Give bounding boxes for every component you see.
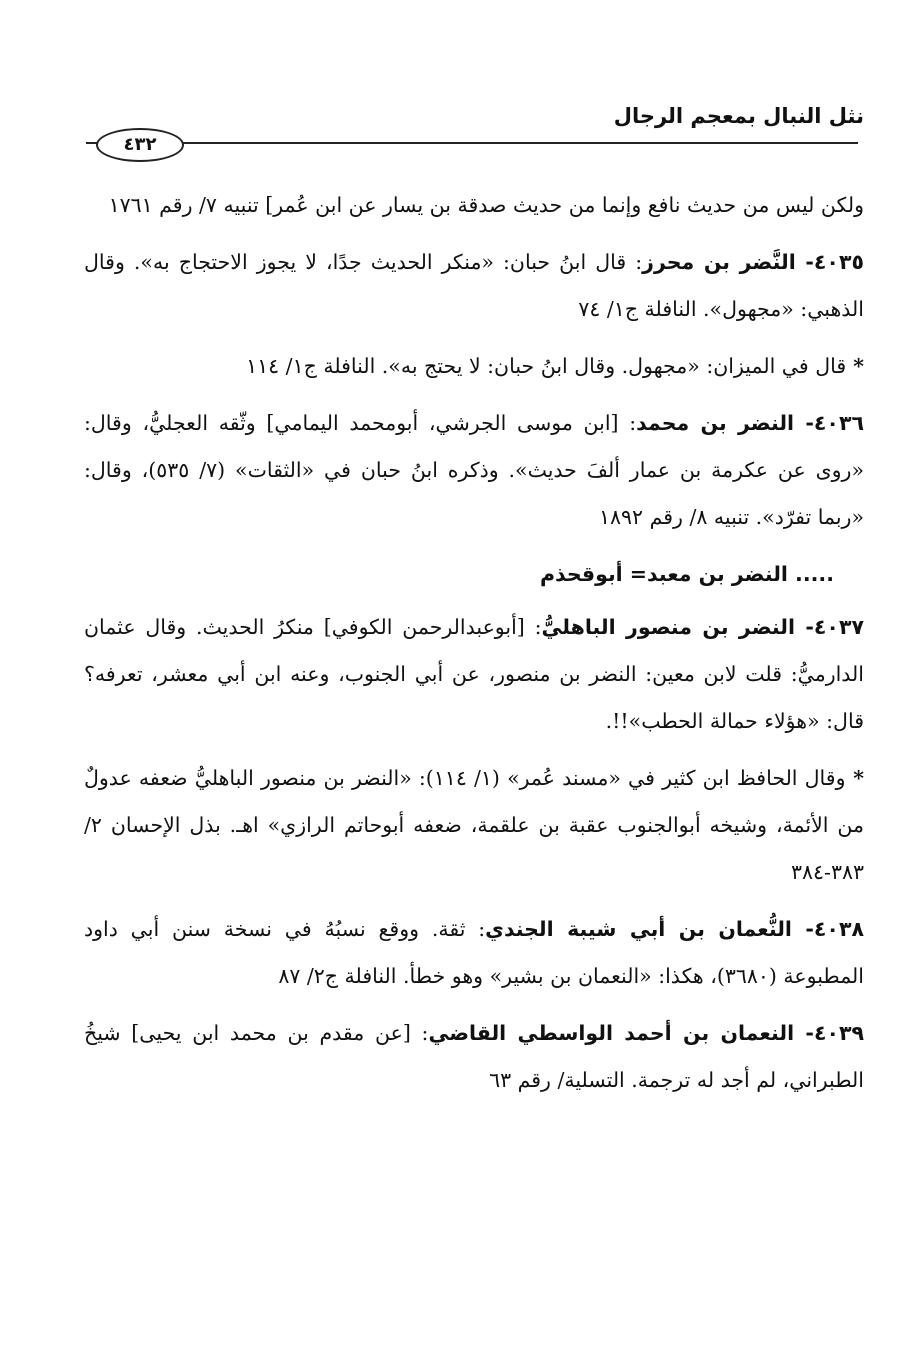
entry-number: ٤٠٣٦- <box>794 411 864 435</box>
note-paragraph <box>84 343 864 390</box>
cross-reference-text: ..... النضر بن معبد= أبوقحذم <box>540 562 834 586</box>
entry-number: ٤٠٣٥- <box>795 250 864 274</box>
header-rule <box>86 142 858 144</box>
paragraph-text: ولكن ليس من حديث نافع وإنما من حديث صدقة بن يسار عن ابن عُمر] تنبيه ٧/ رقم ١٧٦١ <box>108 193 864 217</box>
asterisk-marker: * <box>846 354 864 378</box>
entry-name: النضر بن محمد <box>636 411 795 435</box>
entry-text: : [ابن موسى الجرشي، أبومحمد اليمامي] وثّقه العجليُّ، وقال: «روى عن عكرمة بن عمار ألفَ حديث». وذكره ابنُ حبان في «الثقات» (٧/ ٥٣٥)، وقال: «ربما تفرّد». تنبيه ٨/ رقم ١٨٩٢ <box>84 411 864 529</box>
cross-reference <box>84 551 864 598</box>
entry-name: النضر بن منصور الباهليُّ <box>541 615 795 639</box>
entry-text: : [أبوعبدالرحمن الكوفي] منكرُ الحديث. وقال عثمان الدارميُّ: قلت لابن معين: النضر بن منصور، عن أبي الجنوب، وعنه ابن أبي معشر، تعرفه؟ قال: «هؤلاء حمالة الحطب»!!. <box>84 615 864 733</box>
entry-text: : قال ابنُ حبان: «منكر الحديث جدًا، لا يجوز الاحتجاج به». وقال الذهبي: «مجهول». النافلة ج١/ ٧٤ <box>84 250 864 321</box>
entry-4038 <box>84 906 864 1000</box>
entry-number: ٤٠٣٧- <box>794 615 864 639</box>
note-paragraph <box>84 755 864 896</box>
entry-text: : [عن مقدم بن محمد ابن يحيى] شيخُ الطبراني، لم أجد له ترجمة. التسلية/ رقم ٦٣ <box>84 1021 864 1092</box>
entry-4039 <box>84 1010 864 1104</box>
paragraph-continuation <box>84 182 864 229</box>
page-number: ٤٣٢ <box>96 128 184 162</box>
entry-4035 <box>84 239 864 333</box>
body-text <box>84 182 864 1114</box>
running-title: نثل النبال بمعجم الرجال <box>613 104 864 128</box>
entry-name: النُّعمان بن أبي شيبة الجندي <box>485 917 792 941</box>
entry-text: : ثقة. ووقع نسبُهُ في نسخة سنن أبي داود المطبوعة (٣٦٨٠)، هكذا: «النعمان بن بشير» وهو خطأ. النافلة ج٢/ ٨٧ <box>84 917 864 988</box>
entry-4036 <box>84 400 864 541</box>
asterisk-marker: * <box>845 766 864 790</box>
entry-4037 <box>84 604 864 745</box>
entry-number: ٤٠٣٩- <box>794 1021 865 1045</box>
entry-number: ٤٠٣٨- <box>791 917 864 941</box>
entry-name: النعمان بن أحمد الواسطي القاضي <box>428 1021 795 1045</box>
note-text: قال في الميزان: «مجهول. وقال ابنُ حبان: لا يحتج به». النافلة ج١/ ١١٤ <box>246 354 847 378</box>
entry-name: النَّضر بن محرز <box>642 250 796 274</box>
note-text: وقال الحافظ ابن كثير في «مسند عُمر» (١/ ١١٤): «النضر بن منصور الباهليُّ ضعفه عدولٌ من الأئمة، وشيخه أبوالجنوب عقبة بن علقمة، ضعفه أبوحاتم الرازي» اهـ. بذل الإحسان ٢/ ٣٨٣-٣٨٤ <box>84 766 864 884</box>
